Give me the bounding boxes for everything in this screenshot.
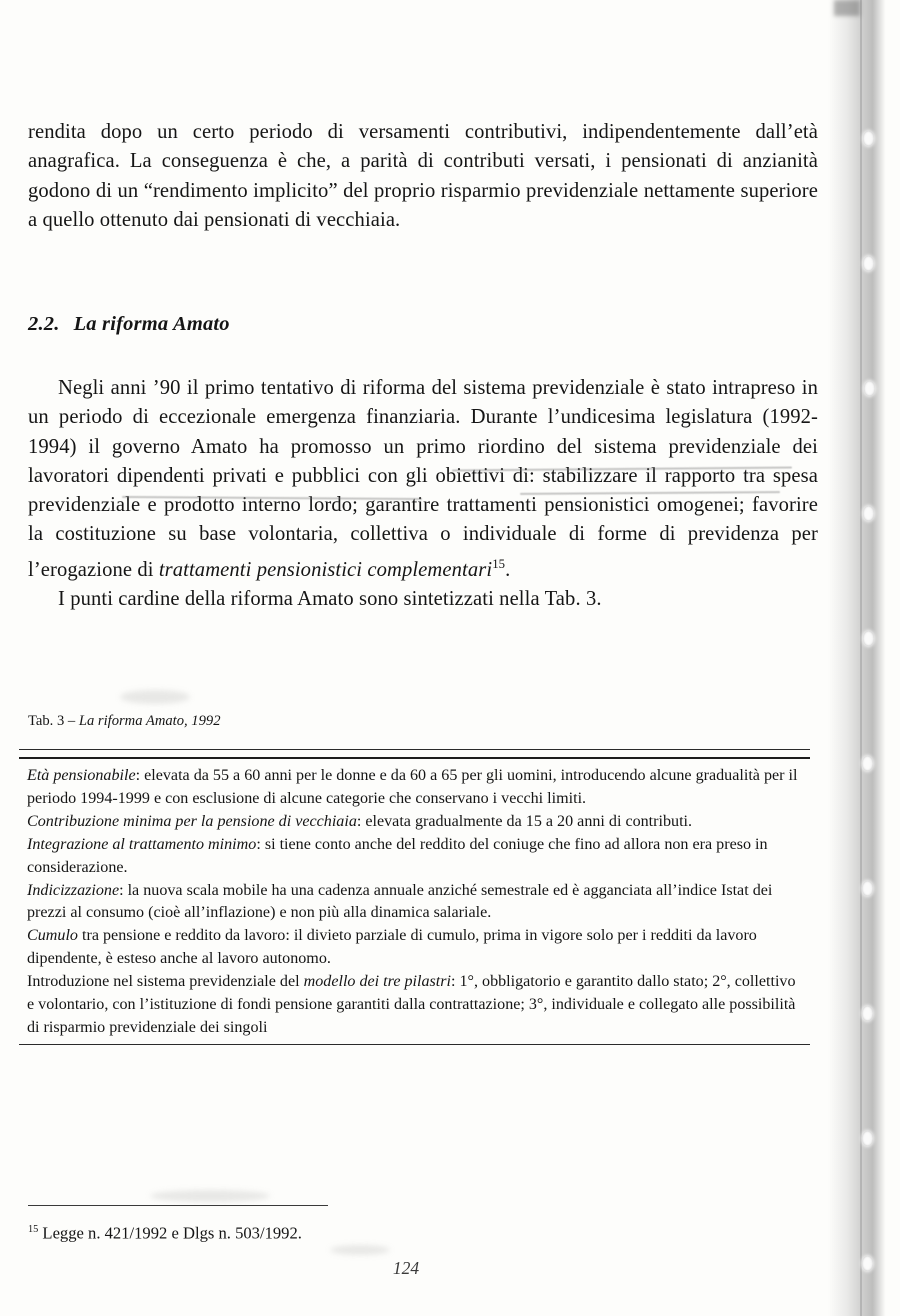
section-heading: [28, 313, 818, 336]
table-3: [19, 749, 810, 1045]
binding-hole: [862, 1256, 873, 1271]
table-row-term: Indicizzazione: [27, 881, 120, 899]
table-row-term: Cumulo: [27, 927, 78, 945]
table-caption-title: La riforma Amato, 1992: [78, 713, 221, 729]
table-row: [27, 834, 802, 880]
footnote-separator-rule: [28, 1205, 328, 1206]
binding-hole: [862, 1006, 873, 1021]
page-gutter-shadow: [828, 0, 900, 1316]
table-row-term: Integrazione al trattamento minimo: [27, 835, 257, 853]
table-row-term: Contribuzione minima per la pensione di vecchiaia: [27, 812, 357, 830]
table-row-text: : si tiene conto anche del reddito del coniuge che fino ad allora non era preso in considerazione.: [27, 835, 768, 876]
binding-hole: [862, 1131, 873, 1146]
footnote-15: [28, 1219, 728, 1244]
paper-smudge: [150, 1190, 270, 1202]
page-edge-line: [860, 0, 862, 1316]
table-row-text: : elevata gradualmente da 15 a 20 anni di contributi.: [356, 812, 693, 830]
table-rule-gap: [19, 750, 810, 757]
table-row: [27, 925, 802, 971]
table-row: [27, 765, 802, 811]
table-row: [27, 811, 802, 834]
amato-paragraph-block: [28, 374, 818, 614]
amato-paragraph: [28, 374, 818, 585]
table-row-prefix: Introduzione nel sistema previdenziale del: [27, 973, 304, 991]
amato-closing-sentence: I punti cardine della riforma Amato sono sintetizzati nella Tab. 3.: [58, 587, 602, 610]
table-row-text: : elevata da 55 a 60 anni per le donne e da 60 a 65 per gli uomini, introducendo alcune gradualità per il periodo 1994-1999 e con esclusione di alcune categorie che conservano i vecchi limiti.: [27, 767, 798, 807]
table-row: [27, 971, 802, 1040]
table-row-term: modello dei tre pilastri: [303, 973, 451, 991]
page-number: 124: [392, 1258, 420, 1278]
binding-hole: [863, 631, 874, 646]
table-body: [19, 759, 810, 1042]
table-row-term: Età pensionabile: [27, 767, 136, 784]
table-row: [27, 880, 802, 926]
section-number: 2.2.: [28, 313, 60, 335]
table-caption: [28, 712, 221, 730]
footnote-marker: 15: [28, 1224, 39, 1235]
binding-hole: [863, 256, 874, 271]
paper-smudge: [330, 1245, 390, 1255]
binding-hole: [863, 506, 874, 521]
binding-hole: [862, 881, 873, 896]
amato-italic-phrase: trattamenti pensionistici complementari: [158, 558, 493, 581]
opening-paragraph: rendita dopo un certo periodo di versamenti contributivi, indipendentemente dall’età anagrafica. La conseguenza è che, a parità di contributi versati, i pensionati di anzianità godono di un “rendimento implicito” del proprio risparmio previdenziale nettamente superiore a quello ottenuto dai pensionati di vecchiaia.: [28, 121, 818, 231]
amato-text-part2: .: [505, 558, 511, 581]
binding-hole: [862, 756, 873, 771]
footnote-text: Legge n. 421/1992 e Dlgs n. 503/1992.: [38, 1223, 302, 1243]
section-heading-block: [28, 313, 818, 336]
section-title: La riforma Amato: [73, 313, 230, 335]
binding-hole: [864, 381, 875, 396]
table-row-text: : 1°, obbligatorio e garantito dallo stato; 2°, collettivo e volontario, con l’istituzione di fondi pensione garantiti dalla contrattazione; 3°, individuale e collegato alle possibilità di risparmio previdenziale dei singoli: [27, 973, 796, 1036]
table-row-text: tra pensione e reddito da lavoro: il divieto parziale di cumulo, prima in vigore solo per i redditi da lavoro dipendente, è esteso anche al lavoro autonomo.: [27, 927, 757, 968]
binding-hole: [863, 131, 874, 146]
table-bottom-rule: [19, 1044, 810, 1045]
opening-paragraph-block: [28, 118, 818, 235]
top-edge-smudge: [834, 0, 860, 16]
table-caption-label: Tab. 3 –: [28, 713, 79, 729]
paper-smudge: [120, 690, 190, 704]
amato-text-part1: Negli anni ’90 il primo tentativo di riforma del sistema previdenziale è stato intrapreso in un periodo di eccezionale emergenza finanziaria. Durante l’undicesima legislatura (1992-1994) il governo Amato ha promosso un primo riordino del sistema previdenziale dei lavoratori dipendenti privati e pubblici con gli obiettivi di: stabilizzare il rapporto tra spesa previdenziale e prodotto interno lordo; garantire trattamenti pensionistici omogenei; favorire la costituzione su base volontaria, collettiva o individuale di forme di previdenza per l’erogazione di: [28, 377, 818, 581]
table-row-text: : la nuova scala mobile ha una cadenza annuale anziché semestrale ed è agganciata all’indice Istat dei prezzi al consumo (cioè all’inflazione) e non più alla dinamica salariale.: [27, 881, 773, 922]
footnote-reference-15[interactable]: 15: [492, 556, 506, 571]
